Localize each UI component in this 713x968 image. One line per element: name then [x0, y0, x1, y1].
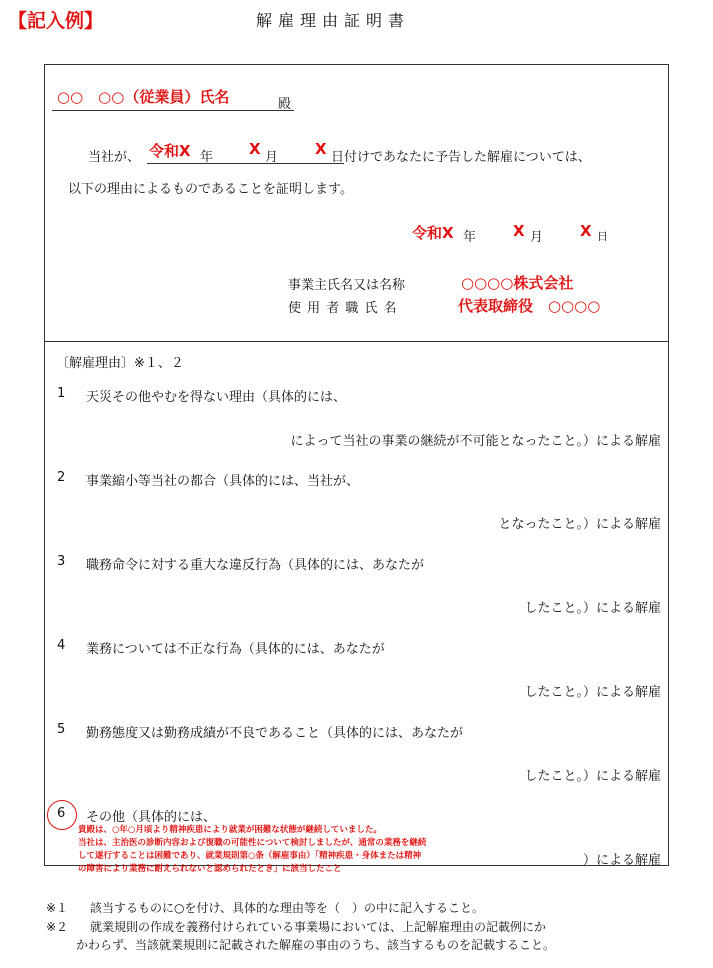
employer-title-value: 代表取締役 ○○○○: [458, 297, 601, 315]
other-detail-line-4: の障害により業務に耐えられないと認められたとき」に該当したこと: [78, 864, 342, 874]
reason-1-ending: によって当社の事業の継続が不可能となったこと。）による解雇: [290, 434, 661, 449]
reasons-heading: 〔解雇理由〕※１、２: [56, 356, 184, 371]
note-1-mark: ※１: [46, 901, 69, 915]
employer-title-label: 使 用 者 職 氏 名: [288, 301, 398, 316]
reason-5-text: 勤務態度又は勤務成績が不良であること（具体的には、あなたが: [86, 726, 464, 741]
notice-year-unit: 年: [200, 150, 214, 165]
note-2-continued: かわらず、当該就業規則に記載された解雇の事由のうち、該当するものを記載すること。: [76, 938, 556, 952]
note-2-mark: ※２: [46, 920, 69, 934]
reason-6-number: 6: [57, 806, 66, 821]
intro-prefix: 当社が、: [88, 150, 141, 165]
notice-date-underline: [147, 163, 344, 164]
reason-5-number: 5: [57, 722, 66, 737]
reason-4-number: 4: [57, 638, 66, 653]
other-detail-line-1: 貴殿は、○年○月頃より精神疾患により就業が困難な状態が継続していました。: [78, 825, 382, 835]
addressee-underline: [52, 110, 294, 111]
notice-month-unit: 月: [265, 150, 279, 165]
cert-day-unit: 日: [597, 230, 608, 243]
reason-4-ending: したこと。）による解雇: [524, 685, 661, 700]
employer-name-label: 事業主氏名又は名称: [288, 278, 406, 293]
cert-era-year: 令和X: [412, 224, 454, 242]
cert-year-unit: 年: [463, 230, 477, 245]
note-1-text: 該当するものに○を付け、具体的な理由等を（ ）の中に記入すること。: [90, 901, 484, 915]
intro-line2: 以下の理由によるものであることを証明します。: [68, 182, 353, 197]
document-title: 解雇理由証明書: [256, 11, 411, 30]
reason-2-number: 2: [57, 470, 66, 485]
reason-4-text: 業務については不正な行為（具体的には、あなたが: [86, 642, 385, 657]
reason-6-ending: ）による解雇: [582, 853, 661, 868]
other-detail-line-3: して遂行することは困難であり、就業規則第○条（解雇事由）「精神疾患・身体または精神: [78, 851, 422, 861]
reason-3-text: 職務命令に対する重大な違反行為（具体的には、あなたが: [86, 558, 425, 573]
reason-6-text: その他（具体的には、: [86, 810, 217, 825]
reason-2-ending: となったこと。）による解雇: [498, 517, 661, 532]
employee-name: ○○ ○○（従業員）氏名: [57, 88, 230, 106]
notice-era-year: 令和X: [149, 142, 191, 160]
intro-suffix: 日付けであなたに予告した解雇については、: [331, 150, 591, 165]
reason-3-ending: したこと。）による解雇: [524, 601, 661, 616]
notice-day: X: [315, 140, 327, 158]
cert-month: X: [513, 222, 525, 240]
reason-1-text: 天災その他やむを得ない理由（具体的には、: [86, 390, 347, 405]
cert-day: X: [580, 222, 592, 240]
notice-month: X: [249, 140, 261, 158]
example-badge: 【記入例】: [8, 10, 104, 32]
section-divider: [44, 341, 669, 342]
honorific: 殿: [278, 97, 292, 112]
reason-1-number: 1: [57, 386, 66, 401]
reason-5-ending: したこと。）による解雇: [524, 769, 661, 784]
cert-month-unit: 月: [530, 230, 544, 245]
other-detail-line-2: 当社は、主治医の診断内容および復職の可能性について検討しましたが、通常の業務を継続: [78, 838, 427, 848]
note-2-text: 就業規則の作成を義務付けられている事業場においては、上記解雇理由の記載例にか: [90, 920, 547, 934]
reason-2-text: 事業縮小等当社の都合（具体的には、当社が、: [86, 474, 360, 489]
reason-3-number: 3: [57, 554, 66, 569]
employer-name-value: ○○○○株式会社: [461, 274, 574, 292]
